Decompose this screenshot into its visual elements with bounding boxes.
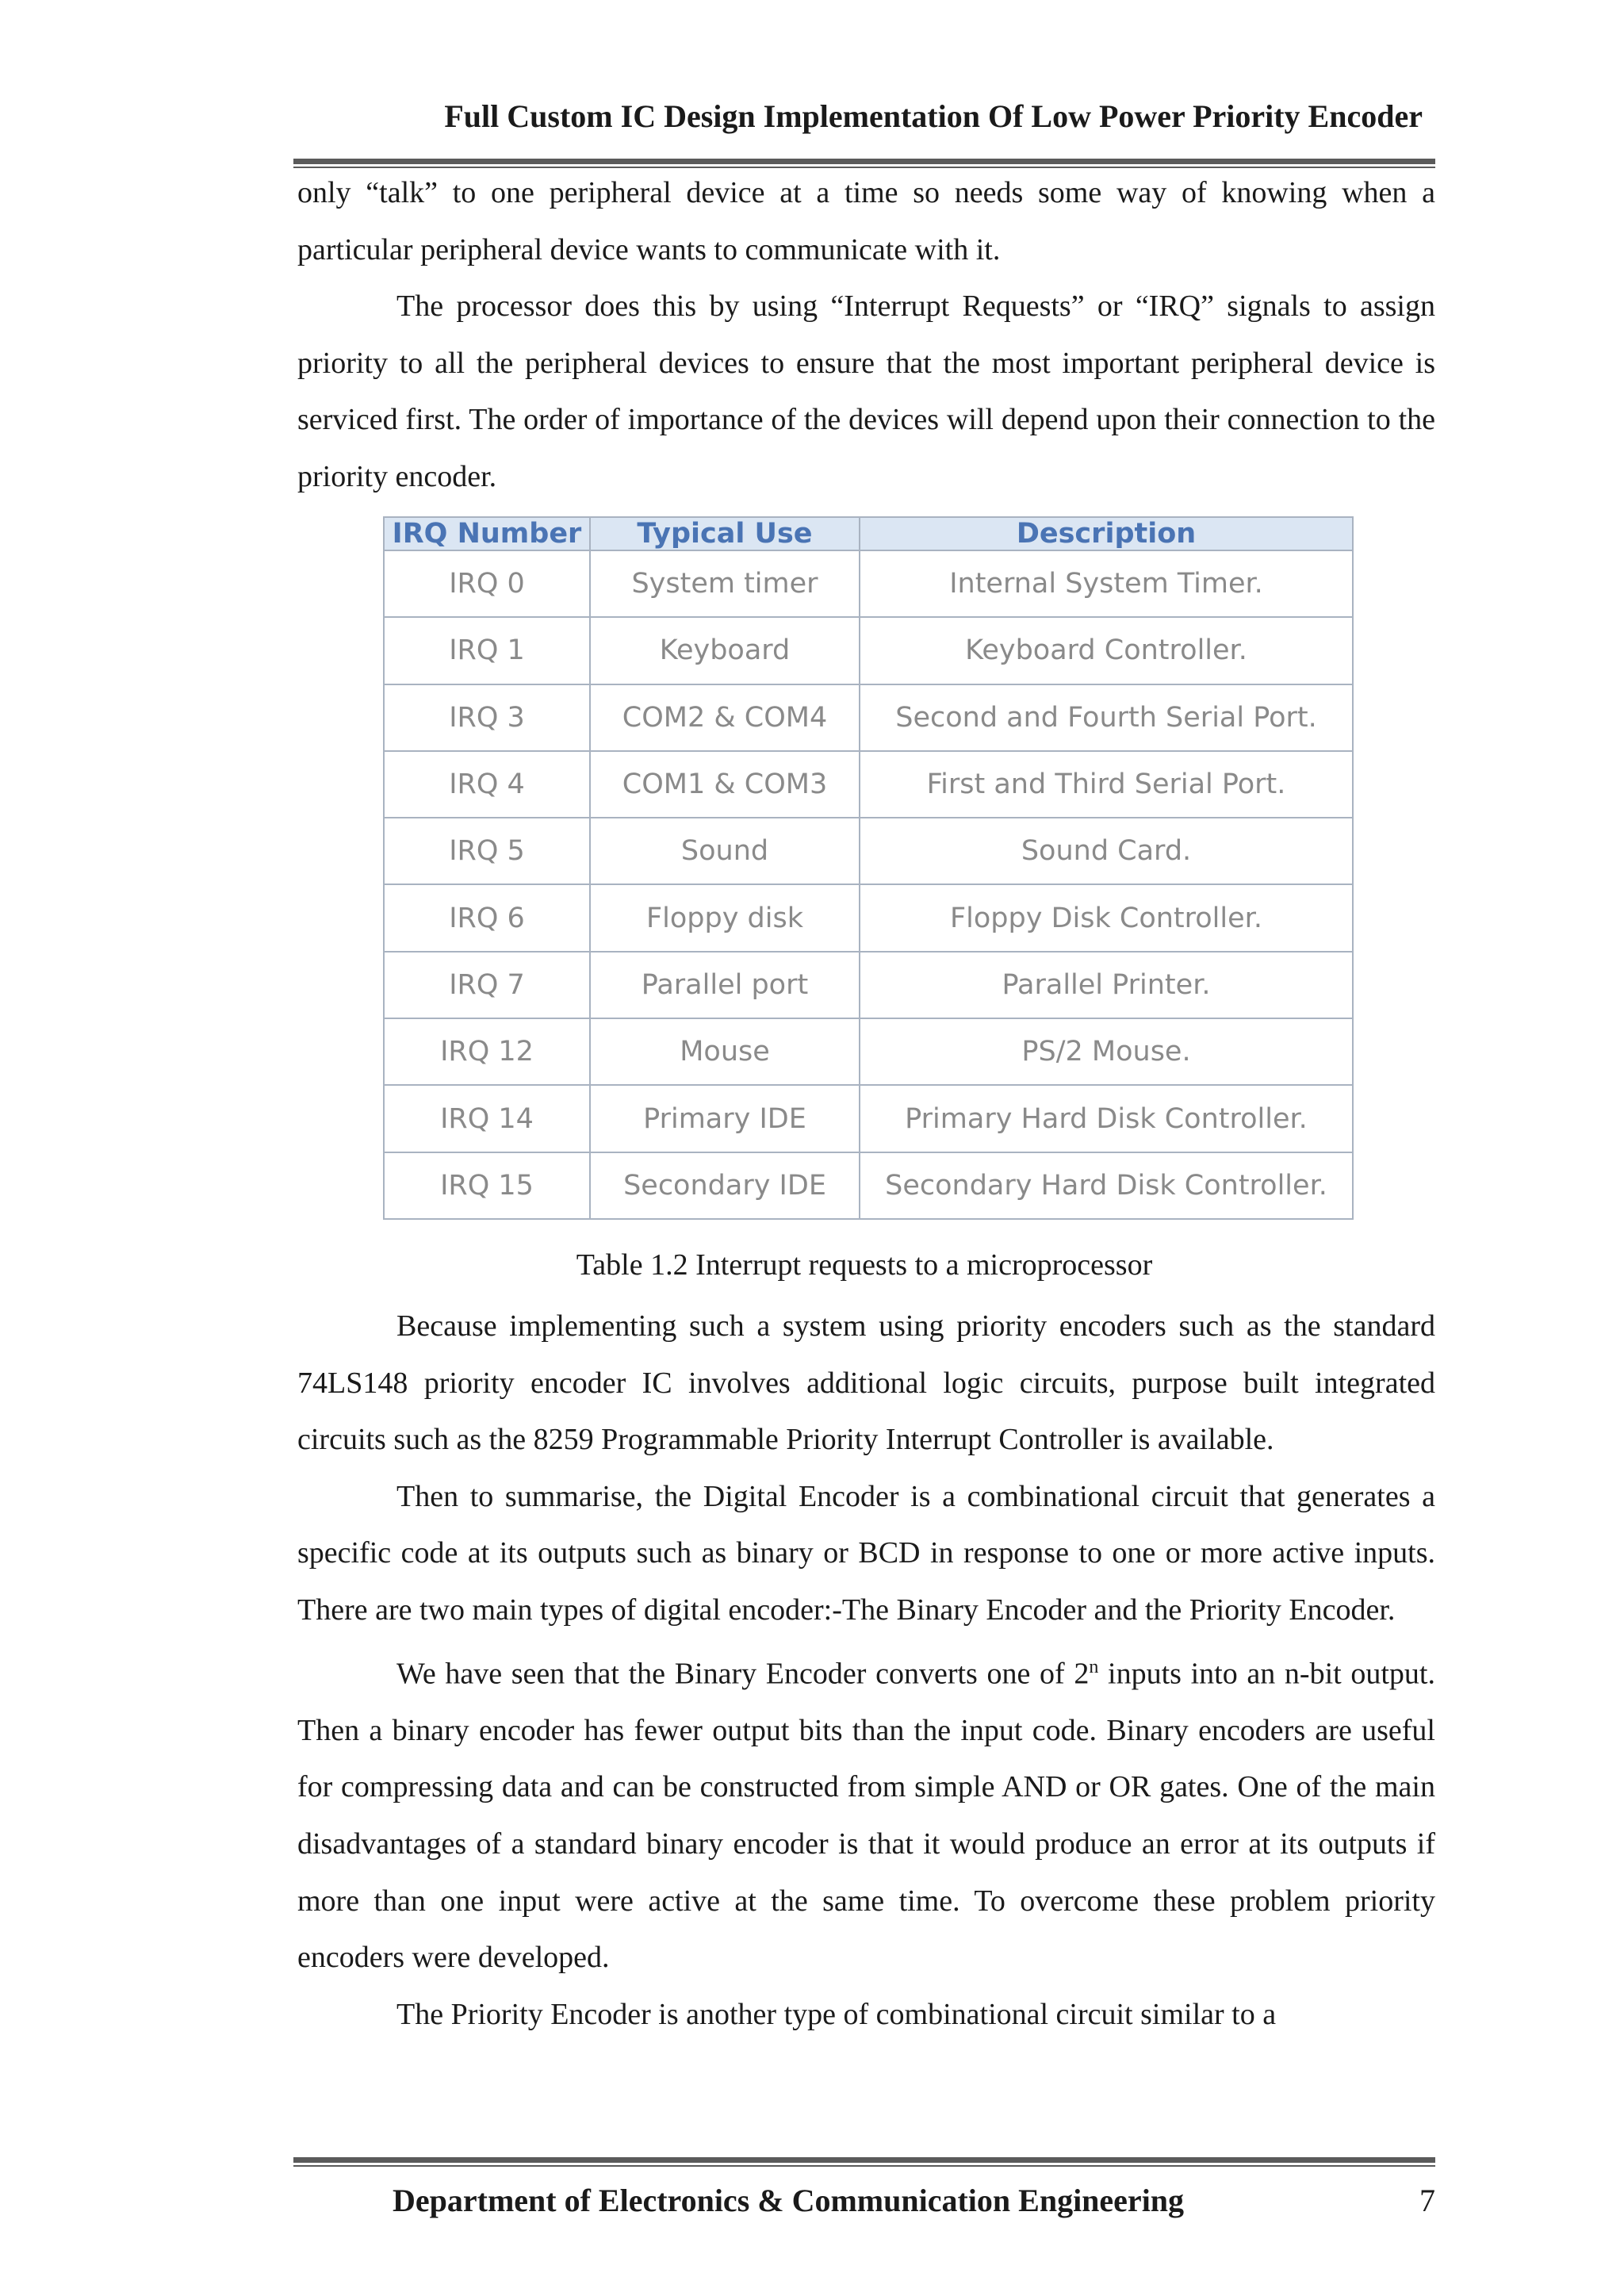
table-header-row xyxy=(384,517,1353,550)
paragraph-binary-encoder-part2: inputs into an n-bit output. Then a binary encoder has fewer output bits than the input code. Binary encoders are useful for compressing data and can be constructed from simple AND or OR gates. One of the main disadvantages of a standard binary encoder is that it would produce an error at its outputs if more than one input were active at the same time. To overcome these problem priority encoders were developed. xyxy=(297,1657,1435,1975)
table-row xyxy=(384,550,1353,617)
paragraph-irq-signals: The processor does this by using “Interrupt Requests” or “IRQ” signals to assign priority to all the peripheral devices to ensure that the most important peripheral device is serviced first. The order of importance of the devices will depend upon their connection to the priority encoder. xyxy=(297,289,1435,493)
cell-description: Secondary Hard Disk Controller. xyxy=(860,1152,1353,1219)
cell-description: Primary Hard Disk Controller. xyxy=(860,1085,1353,1152)
paragraph-summary: Then to summarise, the Digital Encoder is a combinational circuit that generates a specific code at its outputs such as binary or BCD in response to one or more active inputs. There are two main types of digital encoder:-The Binary Encoder and the Priority Encoder. xyxy=(297,1479,1435,1627)
intro-text xyxy=(297,165,1435,506)
cell-use: COM1 & COM3 xyxy=(590,751,860,818)
cell-use: System timer xyxy=(590,550,860,617)
main-text xyxy=(297,1298,1435,2043)
paragraph-binary-encoder xyxy=(297,1639,1435,1987)
table-row xyxy=(384,884,1353,951)
cell-use: Parallel port xyxy=(590,952,860,1018)
cell-use: Keyboard xyxy=(590,617,860,684)
cell-description: Sound Card. xyxy=(860,818,1353,884)
cell-irq: IRQ 1 xyxy=(384,617,590,684)
column-header-description: Description xyxy=(860,517,1353,550)
table-row xyxy=(384,1085,1353,1152)
column-header-irq-number: IRQ Number xyxy=(384,517,590,550)
cell-use: Primary IDE xyxy=(590,1085,860,1152)
cell-irq: IRQ 7 xyxy=(384,952,590,1018)
cell-use: Sound xyxy=(590,818,860,884)
paragraph-binary-encoder-part1: We have seen that the Binary Encoder converts one of 2 xyxy=(396,1657,1090,1691)
table-row xyxy=(384,1152,1353,1219)
irq-table-figure xyxy=(383,516,1354,1220)
cell-use: COM2 & COM4 xyxy=(590,684,860,751)
table-row xyxy=(384,818,1353,884)
table-row xyxy=(384,751,1353,818)
cell-irq: IRQ 4 xyxy=(384,751,590,818)
footer-rule xyxy=(293,2157,1435,2167)
cell-irq: IRQ 0 xyxy=(384,550,590,617)
running-header: Full Custom IC Design Implementation Of Low Power Priority Encoder xyxy=(444,98,1423,134)
cell-use: Mouse xyxy=(590,1018,860,1085)
cell-irq: IRQ 14 xyxy=(384,1085,590,1152)
cell-description: Keyboard Controller. xyxy=(860,617,1353,684)
page-number: 7 xyxy=(1419,2183,1435,2218)
cell-description: Floppy Disk Controller. xyxy=(860,884,1353,951)
cell-description: Internal System Timer. xyxy=(860,550,1353,617)
superscript-n: n xyxy=(1089,1656,1099,1677)
cell-irq: IRQ 3 xyxy=(384,684,590,751)
table-row xyxy=(384,1018,1353,1085)
paragraph-74ls148: Because implementing such a system using priority encoders such as the standard 74LS148 priority encoder IC involves additional logic circuits, purpose built integrated circuits such as the 8259 Programmable Priority Interrupt Controller is available. xyxy=(297,1309,1435,1457)
cell-irq: IRQ 12 xyxy=(384,1018,590,1085)
cell-description: Parallel Printer. xyxy=(860,952,1353,1018)
table-row xyxy=(384,952,1353,1018)
table-caption: Table 1.2 Interrupt requests to a microprocessor xyxy=(576,1248,1153,1282)
irq-table xyxy=(383,516,1354,1220)
paragraph-priority-encoder: The Priority Encoder is another type of combinational circuit similar to a xyxy=(396,1997,1277,2031)
cell-description: Second and Fourth Serial Port. xyxy=(860,684,1353,751)
cell-description: PS/2 Mouse. xyxy=(860,1018,1353,1085)
table-row xyxy=(384,684,1353,751)
paragraph-intro-continued: only “talk” to one peripheral device at a time so needs some way of knowing when a particular peripheral device wants to communicate with it. xyxy=(297,176,1435,266)
table-row xyxy=(384,617,1353,684)
footer-department: Department of Electronics & Communication Engineering xyxy=(393,2183,1185,2218)
cell-irq: IRQ 6 xyxy=(384,884,590,951)
cell-use: Secondary IDE xyxy=(590,1152,860,1219)
column-header-typical-use: Typical Use xyxy=(590,517,860,550)
cell-description: First and Third Serial Port. xyxy=(860,751,1353,818)
cell-use: Floppy disk xyxy=(590,884,860,951)
cell-irq: IRQ 15 xyxy=(384,1152,590,1219)
cell-irq: IRQ 5 xyxy=(384,818,590,884)
